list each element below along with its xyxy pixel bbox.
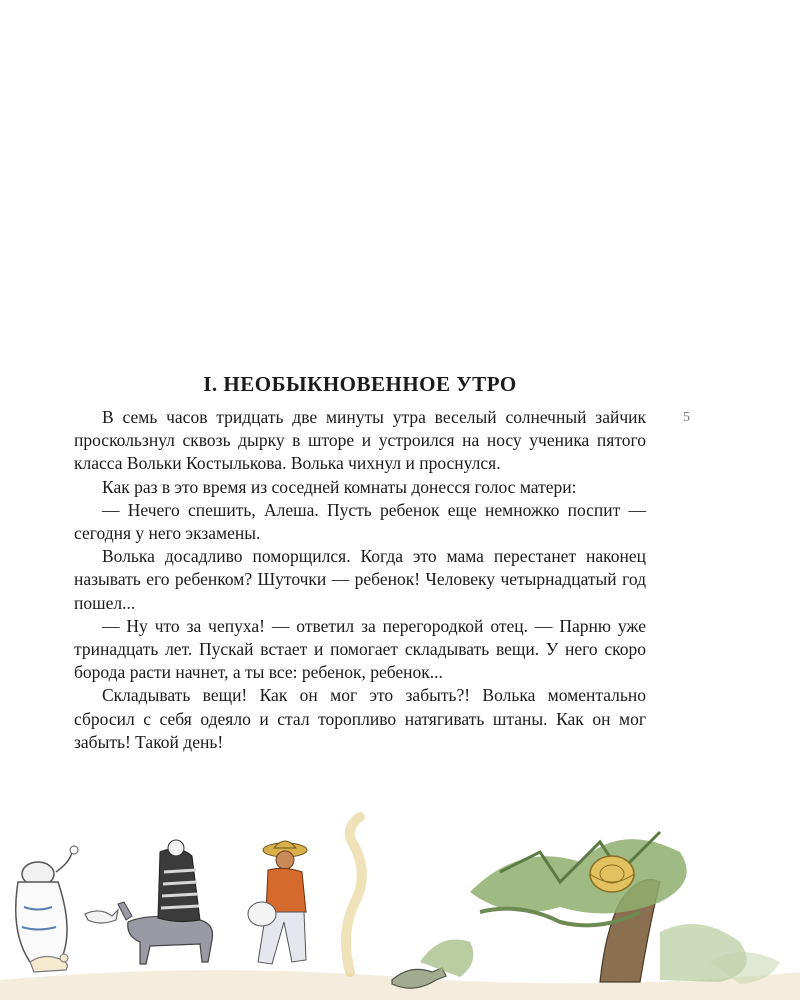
- donkey-rider-figure: [118, 840, 213, 964]
- chapter-text: [74, 406, 646, 754]
- smoke-wisp: [346, 817, 362, 972]
- paragraph: — Ну что за чепуха! — ответил за перегородкой отец. — Парню уже тринадцать лет. Пускай встает и помогает складывать вещи. У него скоро борода расти начнет, а ты все: ребенок, ребенок...: [74, 615, 646, 683]
- paragraph: Как раз в это время из соседней комнаты донесся голос матери:: [102, 476, 577, 497]
- running-man-figure: [248, 841, 307, 964]
- paragraph: Складывать вещи! Как он мог это забыть?! Волька моментально сбросил с себя одеяло и стал торопливо натягивать штаны. Как он мог забыть! Такой день!: [74, 685, 646, 752]
- tree-foliage: [420, 832, 780, 984]
- decorative-illustration: [0, 812, 800, 1000]
- pot-figure: [16, 846, 78, 967]
- straw-hat: [590, 856, 634, 892]
- paragraph: Волька досадливо поморщился. Когда это мама перестанет наконец называть его ребенком? Шуточки — ребенок! Человеку четырнадцатый год пошел...: [74, 546, 646, 613]
- paragraph: — Нечего спешить, Алеша. Пусть ребенок еще немножко поспит — сегодня у него экзамены.: [74, 499, 646, 544]
- page-number: 5: [683, 410, 690, 425]
- chapter-title: I. НЕОБЫКНОВЕННОЕ УТРО: [203, 372, 517, 396]
- paragraph: В семь часов тридцать две минуты утра веселый солнечный зайчик проскользнул сквозь дырку в шторе и устроился на носу ученика пятого класса Вольки Костылькова. Волька чихнул и проснулся.: [74, 407, 646, 474]
- cat-figure: [85, 910, 118, 923]
